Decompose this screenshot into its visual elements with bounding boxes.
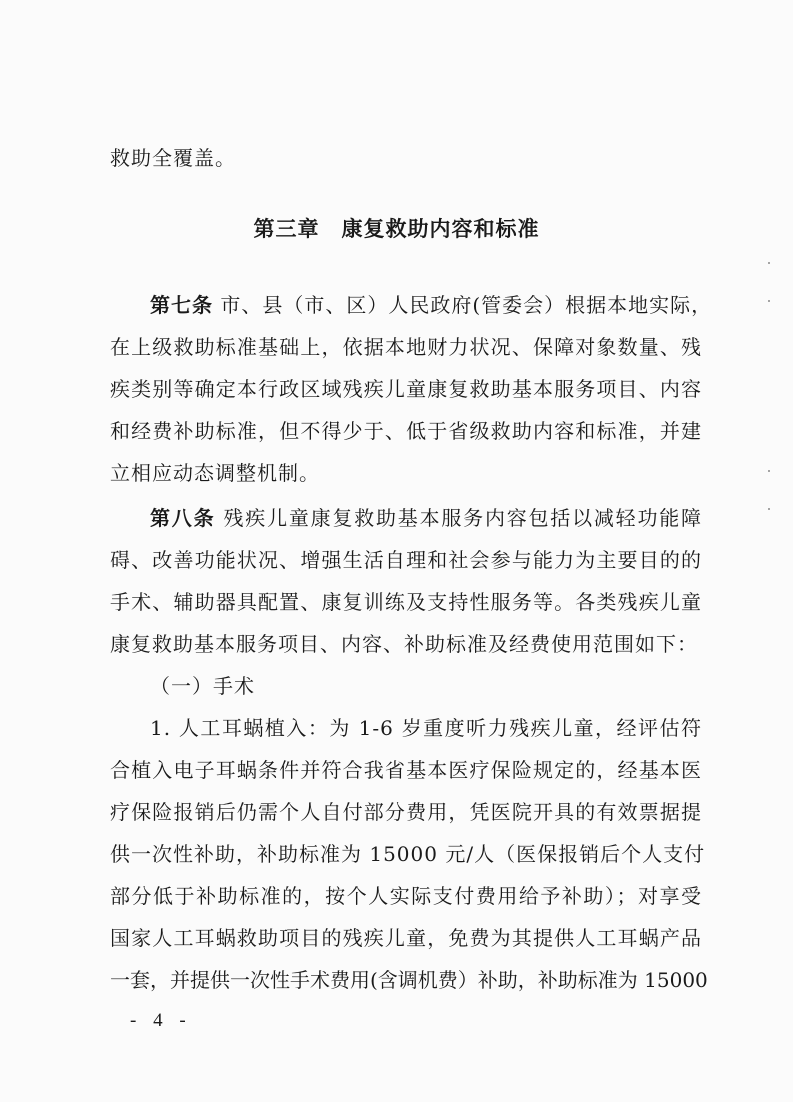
paragraph-line: 1. 人工耳蜗植入：为 1-6 岁重度听力残疾儿童，经评估符: [150, 716, 702, 740]
scan-speck: [768, 508, 770, 510]
chapter-heading: [0, 213, 793, 243]
chapter-number: 第三章: [253, 217, 320, 241]
paragraph-line: 碍、改善功能状况、增强生活自理和社会参与能力为主要目的的: [110, 548, 702, 572]
paragraph-line: 康复救助基本服务项目、内容、补助标准及经费使用范围如下：: [110, 632, 698, 656]
paragraph-line: 救助全覆盖。: [110, 146, 236, 170]
paragraph-line: 疾类别等确定本行政区域残疾儿童康复救助基本服务项目、内容: [110, 377, 702, 401]
paragraph-line: 立相应动态调整机制。: [110, 461, 320, 485]
article-7-text: 市、县（市、区）人民政府(管委会）根据本地实际，: [220, 293, 713, 317]
article-7-first-line: [150, 285, 713, 325]
scan-speck: [768, 262, 770, 264]
article-8-label: 第八条: [150, 506, 216, 530]
scan-speck: [768, 300, 770, 302]
chapter-title: 康复救助内容和标准: [341, 217, 540, 241]
article-8-first-line: [150, 498, 702, 538]
paragraph-line: 手术、辅助器具配置、康复训练及支持性服务等。各类残疾儿童: [110, 590, 702, 614]
paragraph-line: 疗保险报销后仍需个人自付部分费用，凭医院开具的有效票据提: [110, 800, 702, 824]
scan-speck: [768, 470, 770, 472]
page-number: - 4 -: [130, 1010, 192, 1031]
article-8-text: 残疾儿童康复救助基本服务内容包括以减轻功能障: [223, 506, 703, 530]
paragraph-line: 和经费补助标准，但不得少于、低于省级救助内容和标准，并建: [110, 419, 702, 443]
paragraph-line: 部分低于补助标准的，按个人实际支付费用给予补助）；对享受: [110, 884, 702, 908]
paragraph-line: 国家人工耳蜗救助项目的残疾儿童，免费为其提供人工耳蜗产品: [110, 926, 702, 950]
paragraph-line: 在上级救助标准基础上，依据本地财力状况、保障对象数量、残: [110, 335, 702, 359]
article-7-label: 第七条: [150, 293, 213, 317]
paragraph-line: 供一次性补助，补助标准为 15000 元/人（医保报销后个人支付: [110, 842, 706, 866]
paragraph-line: 合植入电子耳蜗条件并符合我省基本医疗保险规定的，经基本医: [110, 758, 702, 782]
paragraph-line: 一套，并提供一次性手术费用(含调机费）补助，补助标准为 15000: [110, 968, 708, 992]
section-heading: （一）手术: [150, 674, 255, 698]
